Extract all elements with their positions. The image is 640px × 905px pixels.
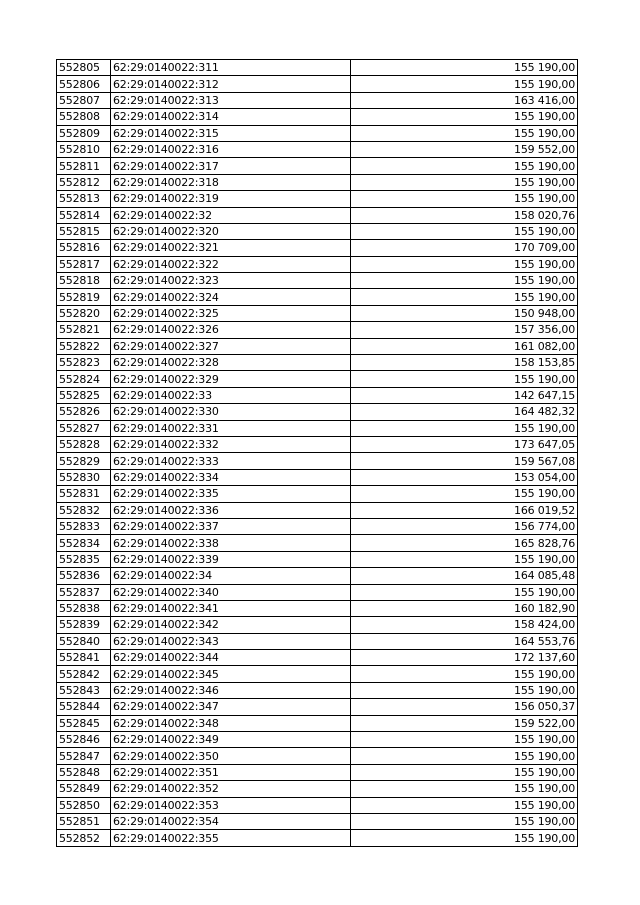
row-number-cell: 552809 <box>57 125 111 141</box>
cadastral-number-cell: 62:29:0140022:331 <box>111 420 351 436</box>
cadastral-number-cell: 62:29:0140022:340 <box>111 584 351 600</box>
table-row <box>57 748 578 764</box>
table-row <box>57 273 578 289</box>
row-number-cell: 552839 <box>57 617 111 633</box>
row-number-cell: 552852 <box>57 830 111 846</box>
row-number-cell: 552845 <box>57 715 111 731</box>
cadastral-number-cell: 62:29:0140022:323 <box>111 273 351 289</box>
table-row <box>57 125 578 141</box>
table-row <box>57 633 578 649</box>
table-body <box>57 60 578 847</box>
value-cell: 155 190,00 <box>351 420 578 436</box>
cadastral-number-cell: 62:29:0140022:352 <box>111 781 351 797</box>
row-number-cell: 552832 <box>57 502 111 518</box>
cadastral-number-cell: 62:29:0140022:333 <box>111 453 351 469</box>
row-number-cell: 552805 <box>57 60 111 76</box>
row-number-cell: 552842 <box>57 666 111 682</box>
value-cell: 155 190,00 <box>351 764 578 780</box>
row-number-cell: 552813 <box>57 191 111 207</box>
value-cell: 155 190,00 <box>351 682 578 698</box>
table-row <box>57 617 578 633</box>
value-cell: 172 137,60 <box>351 650 578 666</box>
value-cell: 150 948,00 <box>351 305 578 321</box>
value-cell: 155 190,00 <box>351 781 578 797</box>
table-row <box>57 732 578 748</box>
table-row <box>57 486 578 502</box>
value-cell: 155 190,00 <box>351 797 578 813</box>
cadastral-number-cell: 62:29:0140022:339 <box>111 551 351 567</box>
row-number-cell: 552831 <box>57 486 111 502</box>
row-number-cell: 552849 <box>57 781 111 797</box>
table-row <box>57 109 578 125</box>
table-row <box>57 223 578 239</box>
value-cell: 153 054,00 <box>351 469 578 485</box>
table-row <box>57 830 578 846</box>
table-row <box>57 682 578 698</box>
table-row <box>57 600 578 616</box>
cadastral-number-cell: 62:29:0140022:354 <box>111 813 351 829</box>
table-row <box>57 355 578 371</box>
value-cell: 158 020,76 <box>351 207 578 223</box>
value-cell: 163 416,00 <box>351 92 578 108</box>
table-row <box>57 322 578 338</box>
row-number-cell: 552851 <box>57 813 111 829</box>
table-row <box>57 813 578 829</box>
row-number-cell: 552822 <box>57 338 111 354</box>
cadastral-number-cell: 62:29:0140022:311 <box>111 60 351 76</box>
table-row <box>57 453 578 469</box>
cadastral-number-cell: 62:29:0140022:355 <box>111 830 351 846</box>
cadastral-number-cell: 62:29:0140022:318 <box>111 174 351 190</box>
value-cell: 155 190,00 <box>351 191 578 207</box>
cadastral-number-cell: 62:29:0140022:341 <box>111 600 351 616</box>
table-row <box>57 469 578 485</box>
row-number-cell: 552812 <box>57 174 111 190</box>
value-cell: 155 190,00 <box>351 551 578 567</box>
cadastral-number-cell: 62:29:0140022:350 <box>111 748 351 764</box>
cadastral-number-cell: 62:29:0140022:332 <box>111 436 351 452</box>
cadastral-number-cell: 62:29:0140022:326 <box>111 322 351 338</box>
cadastral-number-cell: 62:29:0140022:313 <box>111 92 351 108</box>
value-cell: 155 190,00 <box>351 223 578 239</box>
table-row <box>57 141 578 157</box>
value-cell: 155 190,00 <box>351 158 578 174</box>
cadastral-number-cell: 62:29:0140022:327 <box>111 338 351 354</box>
row-number-cell: 552825 <box>57 387 111 403</box>
row-number-cell: 552814 <box>57 207 111 223</box>
table-row <box>57 158 578 174</box>
value-cell: 158 424,00 <box>351 617 578 633</box>
cadastral-number-cell: 62:29:0140022:316 <box>111 141 351 157</box>
cadastral-number-cell: 62:29:0140022:319 <box>111 191 351 207</box>
value-cell: 142 647,15 <box>351 387 578 403</box>
row-number-cell: 552836 <box>57 568 111 584</box>
table-row <box>57 715 578 731</box>
cadastral-number-cell: 62:29:0140022:34 <box>111 568 351 584</box>
table-row <box>57 338 578 354</box>
value-cell: 164 482,32 <box>351 404 578 420</box>
row-number-cell: 552820 <box>57 305 111 321</box>
value-cell: 159 522,00 <box>351 715 578 731</box>
value-cell: 155 190,00 <box>351 289 578 305</box>
value-cell: 164 553,76 <box>351 633 578 649</box>
value-cell: 155 190,00 <box>351 76 578 92</box>
table-row <box>57 191 578 207</box>
cadastral-number-cell: 62:29:0140022:315 <box>111 125 351 141</box>
row-number-cell: 552819 <box>57 289 111 305</box>
value-cell: 159 567,08 <box>351 453 578 469</box>
cadastral-number-cell: 62:29:0140022:329 <box>111 371 351 387</box>
row-number-cell: 552846 <box>57 732 111 748</box>
table-row <box>57 584 578 600</box>
row-number-cell: 552844 <box>57 699 111 715</box>
cadastral-number-cell: 62:29:0140022:325 <box>111 305 351 321</box>
table-row <box>57 436 578 452</box>
data-table <box>56 59 578 847</box>
row-number-cell: 552829 <box>57 453 111 469</box>
row-number-cell: 552824 <box>57 371 111 387</box>
value-cell: 155 190,00 <box>351 60 578 76</box>
value-cell: 155 190,00 <box>351 813 578 829</box>
row-number-cell: 552826 <box>57 404 111 420</box>
row-number-cell: 552835 <box>57 551 111 567</box>
row-number-cell: 552850 <box>57 797 111 813</box>
row-number-cell: 552810 <box>57 141 111 157</box>
table-row <box>57 289 578 305</box>
cadastral-number-cell: 62:29:0140022:342 <box>111 617 351 633</box>
cadastral-number-cell: 62:29:0140022:336 <box>111 502 351 518</box>
table-row <box>57 551 578 567</box>
cadastral-number-cell: 62:29:0140022:337 <box>111 518 351 534</box>
row-number-cell: 552841 <box>57 650 111 666</box>
row-number-cell: 552833 <box>57 518 111 534</box>
value-cell: 155 190,00 <box>351 830 578 846</box>
table-row <box>57 92 578 108</box>
value-cell: 160 182,90 <box>351 600 578 616</box>
value-cell: 155 190,00 <box>351 584 578 600</box>
value-cell: 165 828,76 <box>351 535 578 551</box>
cadastral-number-cell: 62:29:0140022:334 <box>111 469 351 485</box>
table-row <box>57 797 578 813</box>
table-row <box>57 174 578 190</box>
table-row <box>57 666 578 682</box>
table-row <box>57 76 578 92</box>
row-number-cell: 552808 <box>57 109 111 125</box>
cadastral-number-cell: 62:29:0140022:344 <box>111 650 351 666</box>
row-number-cell: 552834 <box>57 535 111 551</box>
row-number-cell: 552828 <box>57 436 111 452</box>
value-cell: 155 190,00 <box>351 273 578 289</box>
cadastral-number-cell: 62:29:0140022:347 <box>111 699 351 715</box>
value-cell: 155 190,00 <box>351 666 578 682</box>
row-number-cell: 552830 <box>57 469 111 485</box>
row-number-cell: 552827 <box>57 420 111 436</box>
table-row <box>57 699 578 715</box>
cadastral-number-cell: 62:29:0140022:335 <box>111 486 351 502</box>
table-row <box>57 387 578 403</box>
value-cell: 155 190,00 <box>351 109 578 125</box>
cadastral-number-cell: 62:29:0140022:312 <box>111 76 351 92</box>
row-number-cell: 552847 <box>57 748 111 764</box>
table-row <box>57 502 578 518</box>
row-number-cell: 552838 <box>57 600 111 616</box>
row-number-cell: 552806 <box>57 76 111 92</box>
row-number-cell: 552816 <box>57 240 111 256</box>
value-cell: 155 190,00 <box>351 125 578 141</box>
cadastral-number-cell: 62:29:0140022:321 <box>111 240 351 256</box>
cadastral-number-cell: 62:29:0140022:328 <box>111 355 351 371</box>
cadastral-number-cell: 62:29:0140022:32 <box>111 207 351 223</box>
table-row <box>57 781 578 797</box>
value-cell: 155 190,00 <box>351 486 578 502</box>
cadastral-number-cell: 62:29:0140022:353 <box>111 797 351 813</box>
table-row <box>57 568 578 584</box>
value-cell: 173 647,05 <box>351 436 578 452</box>
table-row <box>57 650 578 666</box>
table-row <box>57 404 578 420</box>
value-cell: 159 552,00 <box>351 141 578 157</box>
row-number-cell: 552807 <box>57 92 111 108</box>
cadastral-number-cell: 62:29:0140022:338 <box>111 535 351 551</box>
row-number-cell: 552817 <box>57 256 111 272</box>
row-number-cell: 552811 <box>57 158 111 174</box>
cadastral-number-cell: 62:29:0140022:320 <box>111 223 351 239</box>
table-row <box>57 420 578 436</box>
row-number-cell: 552823 <box>57 355 111 371</box>
table-row <box>57 305 578 321</box>
table-row <box>57 764 578 780</box>
row-number-cell: 552848 <box>57 764 111 780</box>
value-cell: 156 050,37 <box>351 699 578 715</box>
row-number-cell: 552815 <box>57 223 111 239</box>
value-cell: 156 774,00 <box>351 518 578 534</box>
table-row <box>57 60 578 76</box>
table-row <box>57 240 578 256</box>
cadastral-number-cell: 62:29:0140022:349 <box>111 732 351 748</box>
cadastral-number-cell: 62:29:0140022:351 <box>111 764 351 780</box>
value-cell: 164 085,48 <box>351 568 578 584</box>
value-cell: 157 356,00 <box>351 322 578 338</box>
cadastral-number-cell: 62:29:0140022:33 <box>111 387 351 403</box>
table-row <box>57 518 578 534</box>
table-row <box>57 371 578 387</box>
cadastral-number-cell: 62:29:0140022:348 <box>111 715 351 731</box>
cadastral-number-cell: 62:29:0140022:314 <box>111 109 351 125</box>
cadastral-number-cell: 62:29:0140022:324 <box>111 289 351 305</box>
cadastral-number-cell: 62:29:0140022:343 <box>111 633 351 649</box>
cadastral-number-cell: 62:29:0140022:330 <box>111 404 351 420</box>
value-cell: 161 082,00 <box>351 338 578 354</box>
value-cell: 155 190,00 <box>351 732 578 748</box>
row-number-cell: 552818 <box>57 273 111 289</box>
value-cell: 170 709,00 <box>351 240 578 256</box>
value-cell: 155 190,00 <box>351 256 578 272</box>
value-cell: 155 190,00 <box>351 174 578 190</box>
cadastral-number-cell: 62:29:0140022:322 <box>111 256 351 272</box>
row-number-cell: 552840 <box>57 633 111 649</box>
value-cell: 158 153,85 <box>351 355 578 371</box>
row-number-cell: 552821 <box>57 322 111 338</box>
row-number-cell: 552843 <box>57 682 111 698</box>
value-cell: 155 190,00 <box>351 748 578 764</box>
table-row <box>57 535 578 551</box>
table-row <box>57 256 578 272</box>
value-cell: 166 019,52 <box>351 502 578 518</box>
cadastral-number-cell: 62:29:0140022:317 <box>111 158 351 174</box>
table-row <box>57 207 578 223</box>
cadastral-number-cell: 62:29:0140022:346 <box>111 682 351 698</box>
value-cell: 155 190,00 <box>351 371 578 387</box>
cadastral-number-cell: 62:29:0140022:345 <box>111 666 351 682</box>
row-number-cell: 552837 <box>57 584 111 600</box>
